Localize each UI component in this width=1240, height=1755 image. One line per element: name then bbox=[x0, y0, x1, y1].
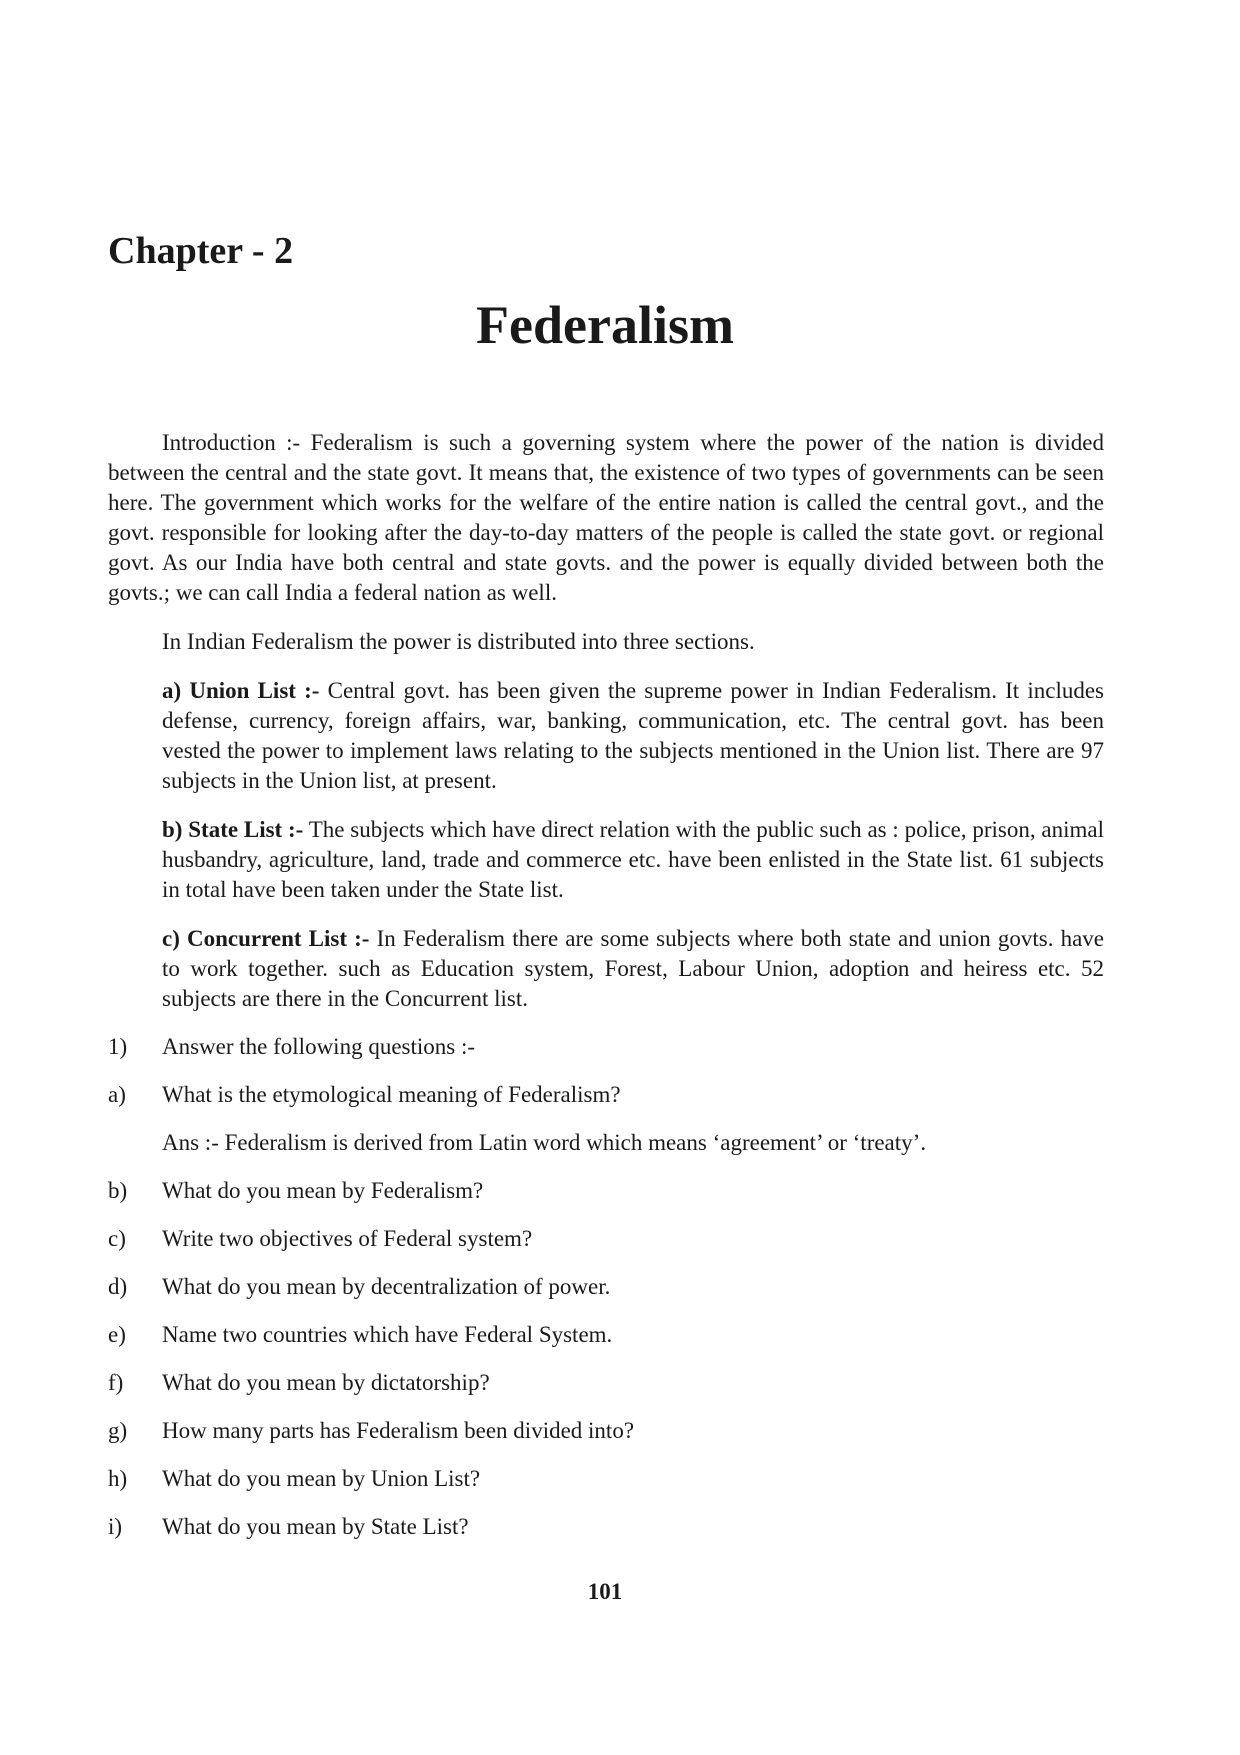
distribution-lead: In Indian Federalism the power is distributed into three sections. bbox=[162, 629, 755, 654]
question-item bbox=[108, 1080, 1104, 1110]
question-text: What do you mean by Federalism? bbox=[162, 1178, 484, 1203]
union-list-paragraph bbox=[108, 676, 1104, 796]
chapter-body bbox=[108, 428, 1104, 1542]
question-text: What do you mean by Union List? bbox=[162, 1466, 481, 1491]
question-item bbox=[108, 1176, 1104, 1206]
concurrent-list-paragraph bbox=[108, 924, 1104, 1014]
introduction-paragraph: Introduction :- Federalism is such a governing system where the power of the nation is divided between the central and the state govt. It means that, the existence of two types of governments can be seen here. The government which works for the welfare of the entire nation is called the central govt., and the govt. responsible for looking after the day-to-day matters of the people is called the state govt. or regional govt. As our India have both central and state govts. and the power is equally divided between both the govts.; we can call India a federal nation as well. bbox=[108, 430, 1104, 605]
question-item bbox=[108, 1416, 1104, 1446]
question-number: g) bbox=[108, 1418, 128, 1443]
question-text: Name two countries which have Federal System. bbox=[162, 1322, 613, 1347]
question-item bbox=[108, 1368, 1104, 1398]
question-number: b) bbox=[108, 1178, 128, 1203]
question-text: Answer the following questions :- bbox=[162, 1034, 476, 1059]
question-number: h) bbox=[108, 1466, 128, 1491]
question-number: d) bbox=[108, 1274, 128, 1299]
question-number: f) bbox=[108, 1370, 124, 1395]
union-list-text: Central govt. has been given the supreme power in Indian Federalism. It includes defense, currency, foreign affairs, war, banking, communication, etc. The central govt. has been vested the power to implement laws relating to the subjects mentioned in the Union list. There are 97 subjects in the Union list, at present. bbox=[162, 678, 1104, 793]
answer-text: Ans :- Federalism is derived from Latin word which means ‘agreement’ or ‘treaty’. bbox=[162, 1130, 927, 1155]
state-list-text: The subjects which have direct relation with the public such as : police, prison, animal husbandry, agriculture, land, trade and commerce etc. have been enlisted in the State list. 61 subjects in total have been taken under the State list. bbox=[162, 817, 1105, 902]
question-number: i) bbox=[108, 1514, 123, 1539]
state-list-label: b) State List :- bbox=[162, 817, 304, 842]
question-text: What do you mean by dictatorship? bbox=[162, 1370, 490, 1395]
question-text: How many parts has Federalism been divided into? bbox=[162, 1418, 635, 1443]
questions-heading bbox=[108, 1032, 1104, 1062]
concurrent-list-text: In Federalism there are some subjects where both state and union govts. have to work together. such as Education system, Forest, Labour Union, adoption and heiress etc. 52 subjects are there in the Concurrent list. bbox=[162, 926, 1104, 1011]
question-text: What do you mean by decentralization of power. bbox=[162, 1274, 611, 1299]
question-text: What is the etymological meaning of Federalism? bbox=[162, 1082, 621, 1107]
question-number: c) bbox=[108, 1226, 126, 1251]
question-item bbox=[108, 1224, 1104, 1254]
question-number: 1) bbox=[108, 1034, 128, 1059]
question-item bbox=[108, 1464, 1104, 1494]
chapter-title: Federalism bbox=[476, 295, 734, 355]
page-number: 101 bbox=[587, 1579, 623, 1604]
question-number: e) bbox=[108, 1322, 126, 1347]
question-item bbox=[108, 1512, 1104, 1542]
question-text: What do you mean by State List? bbox=[162, 1514, 469, 1539]
concurrent-list-label: c) Concurrent List :- bbox=[162, 926, 370, 951]
question-item bbox=[108, 1272, 1104, 1302]
question-item bbox=[108, 1320, 1104, 1350]
chapter-label: Chapter - 2 bbox=[108, 230, 294, 272]
question-number: a) bbox=[108, 1082, 126, 1107]
union-list-label: a) Union List :- bbox=[162, 678, 320, 703]
question-text: Write two objectives of Federal system? bbox=[162, 1226, 533, 1251]
state-list-paragraph bbox=[108, 815, 1104, 905]
